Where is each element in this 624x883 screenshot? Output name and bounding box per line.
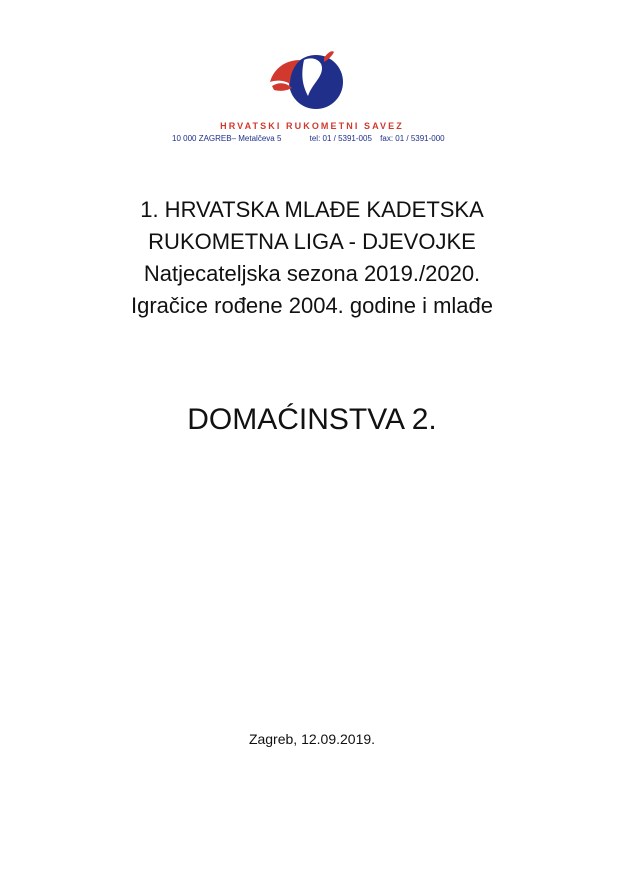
title-line-3: Natjecateljska sezona 2019./2020.: [143, 261, 481, 286]
address-text: 10 000 ZAGREB– Metalčeva 5: [172, 134, 282, 143]
place-date: Zagreb, 12.09.2019.: [248, 731, 376, 747]
title-line-1: 1. HRVATSKA MLAĐE KADETSKA: [140, 197, 484, 222]
title-line-4: Igračice rođene 2004. godine i mlađe: [130, 293, 494, 318]
telephone-text: tel: 01 / 5391-005: [309, 134, 372, 143]
org-name: HRVATSKI RUKOMETNI SAVEZ: [220, 121, 404, 131]
league-title: [0, 194, 624, 322]
document-heading: DOMAĆINSTVA 2.: [187, 403, 437, 436]
fax-text: fax: 01 / 5391-000: [380, 134, 445, 143]
title-line-2: RUKOMETNA LIGA - DJEVOJKE: [148, 229, 476, 254]
hrs-handball-logo-icon: [264, 38, 354, 122]
contact-line: [172, 134, 472, 143]
